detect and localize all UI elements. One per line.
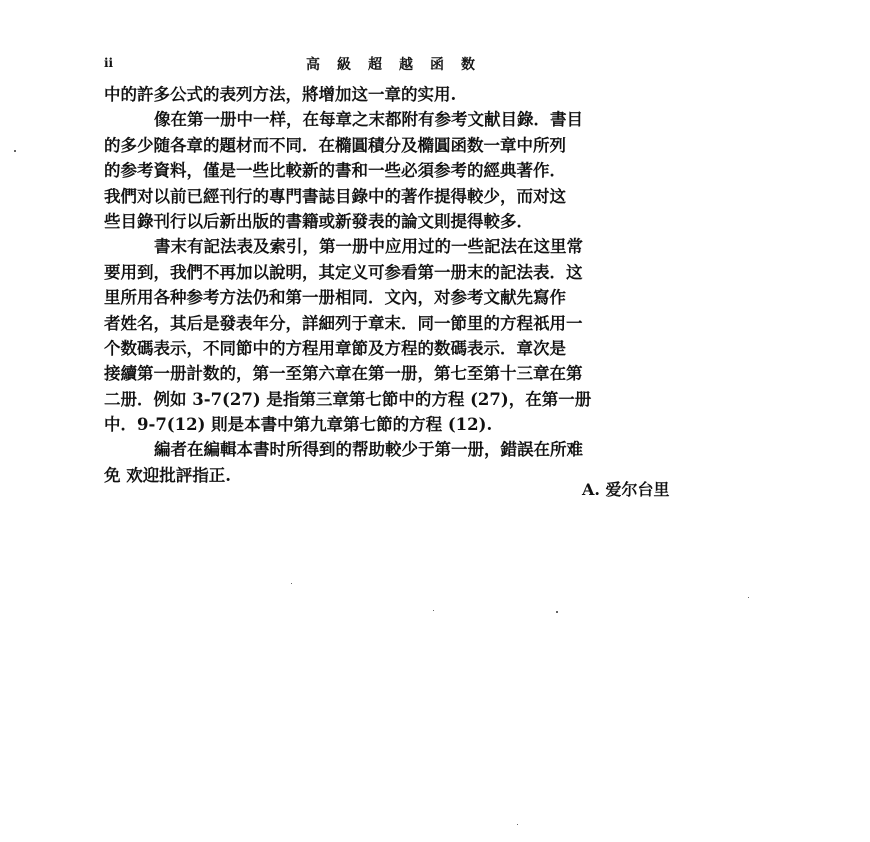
- text-line: 編者在編輯本書时所得到的帮助較少于第一册，錯誤在所难: [154, 440, 583, 460]
- scan-speck: [556, 611, 558, 613]
- scan-speck: [291, 583, 292, 584]
- scan-speck: [517, 824, 518, 825]
- paragraph-2: [104, 107, 754, 234]
- text-line: 我們对以前已經刊行的專門書誌目錄中的著作提得較少，而对这: [104, 186, 566, 206]
- running-header: 高級超越函数: [306, 57, 492, 73]
- text-line: 个数碼表示，不同節中的方程用章節及方程的数碼表示．章次是: [104, 338, 566, 358]
- author-signature: A. 爱尔台里: [582, 480, 670, 499]
- text-line: 者姓名，其后是發表年分，詳細列于章末．同一節里的方程祇用一: [104, 313, 583, 333]
- paragraph-1: [104, 82, 754, 107]
- text-line: 像在第一册中一样，在每章之末都附有参考文献目錄．書目: [154, 110, 583, 130]
- text-line: 接續第一册計数的，第一至第六章在第一册，第七至第十三章在第: [104, 364, 583, 384]
- text-line: 二册．例如 3-7(27) 是指第三章第七節中的方程 (27)，在第一册: [104, 389, 592, 409]
- page-number: ii: [104, 56, 114, 70]
- preface-body: [104, 82, 754, 488]
- text-line: 的参考資料，僅是一些比較新的書和一些必須参考的經典著作．: [104, 161, 566, 181]
- text-line: 中的許多公式的表列方法，將增加这一章的实用.: [104, 85, 457, 104]
- text-line: 里所用各种参考方法仍和第一册相同．文內，对参考文献先寫作: [104, 288, 566, 308]
- text-line: 些目錄刊行以后新出版的書籍或新發表的論文則提得較多．: [104, 211, 533, 231]
- text-line: 要用到，我們不再加以說明，其定义可参看第一册末的記法表．这: [104, 262, 583, 282]
- text-line: 免 欢迎批評指正.: [104, 465, 231, 485]
- scan-speck: [14, 150, 16, 152]
- text-line: 中．9-7(12) 則是本書中第九章第七節的方程 (12).: [104, 415, 493, 435]
- paragraph-3: [104, 234, 754, 437]
- scan-speck: [748, 597, 749, 598]
- text-line: 的多少随各章的題材而不同．在橢圓積分及橢圓函数一章中所列: [104, 135, 566, 155]
- scan-speck: [433, 610, 434, 611]
- text-line: 書末有記法表及索引，第一册中应用过的一些記法在这里常: [154, 237, 583, 257]
